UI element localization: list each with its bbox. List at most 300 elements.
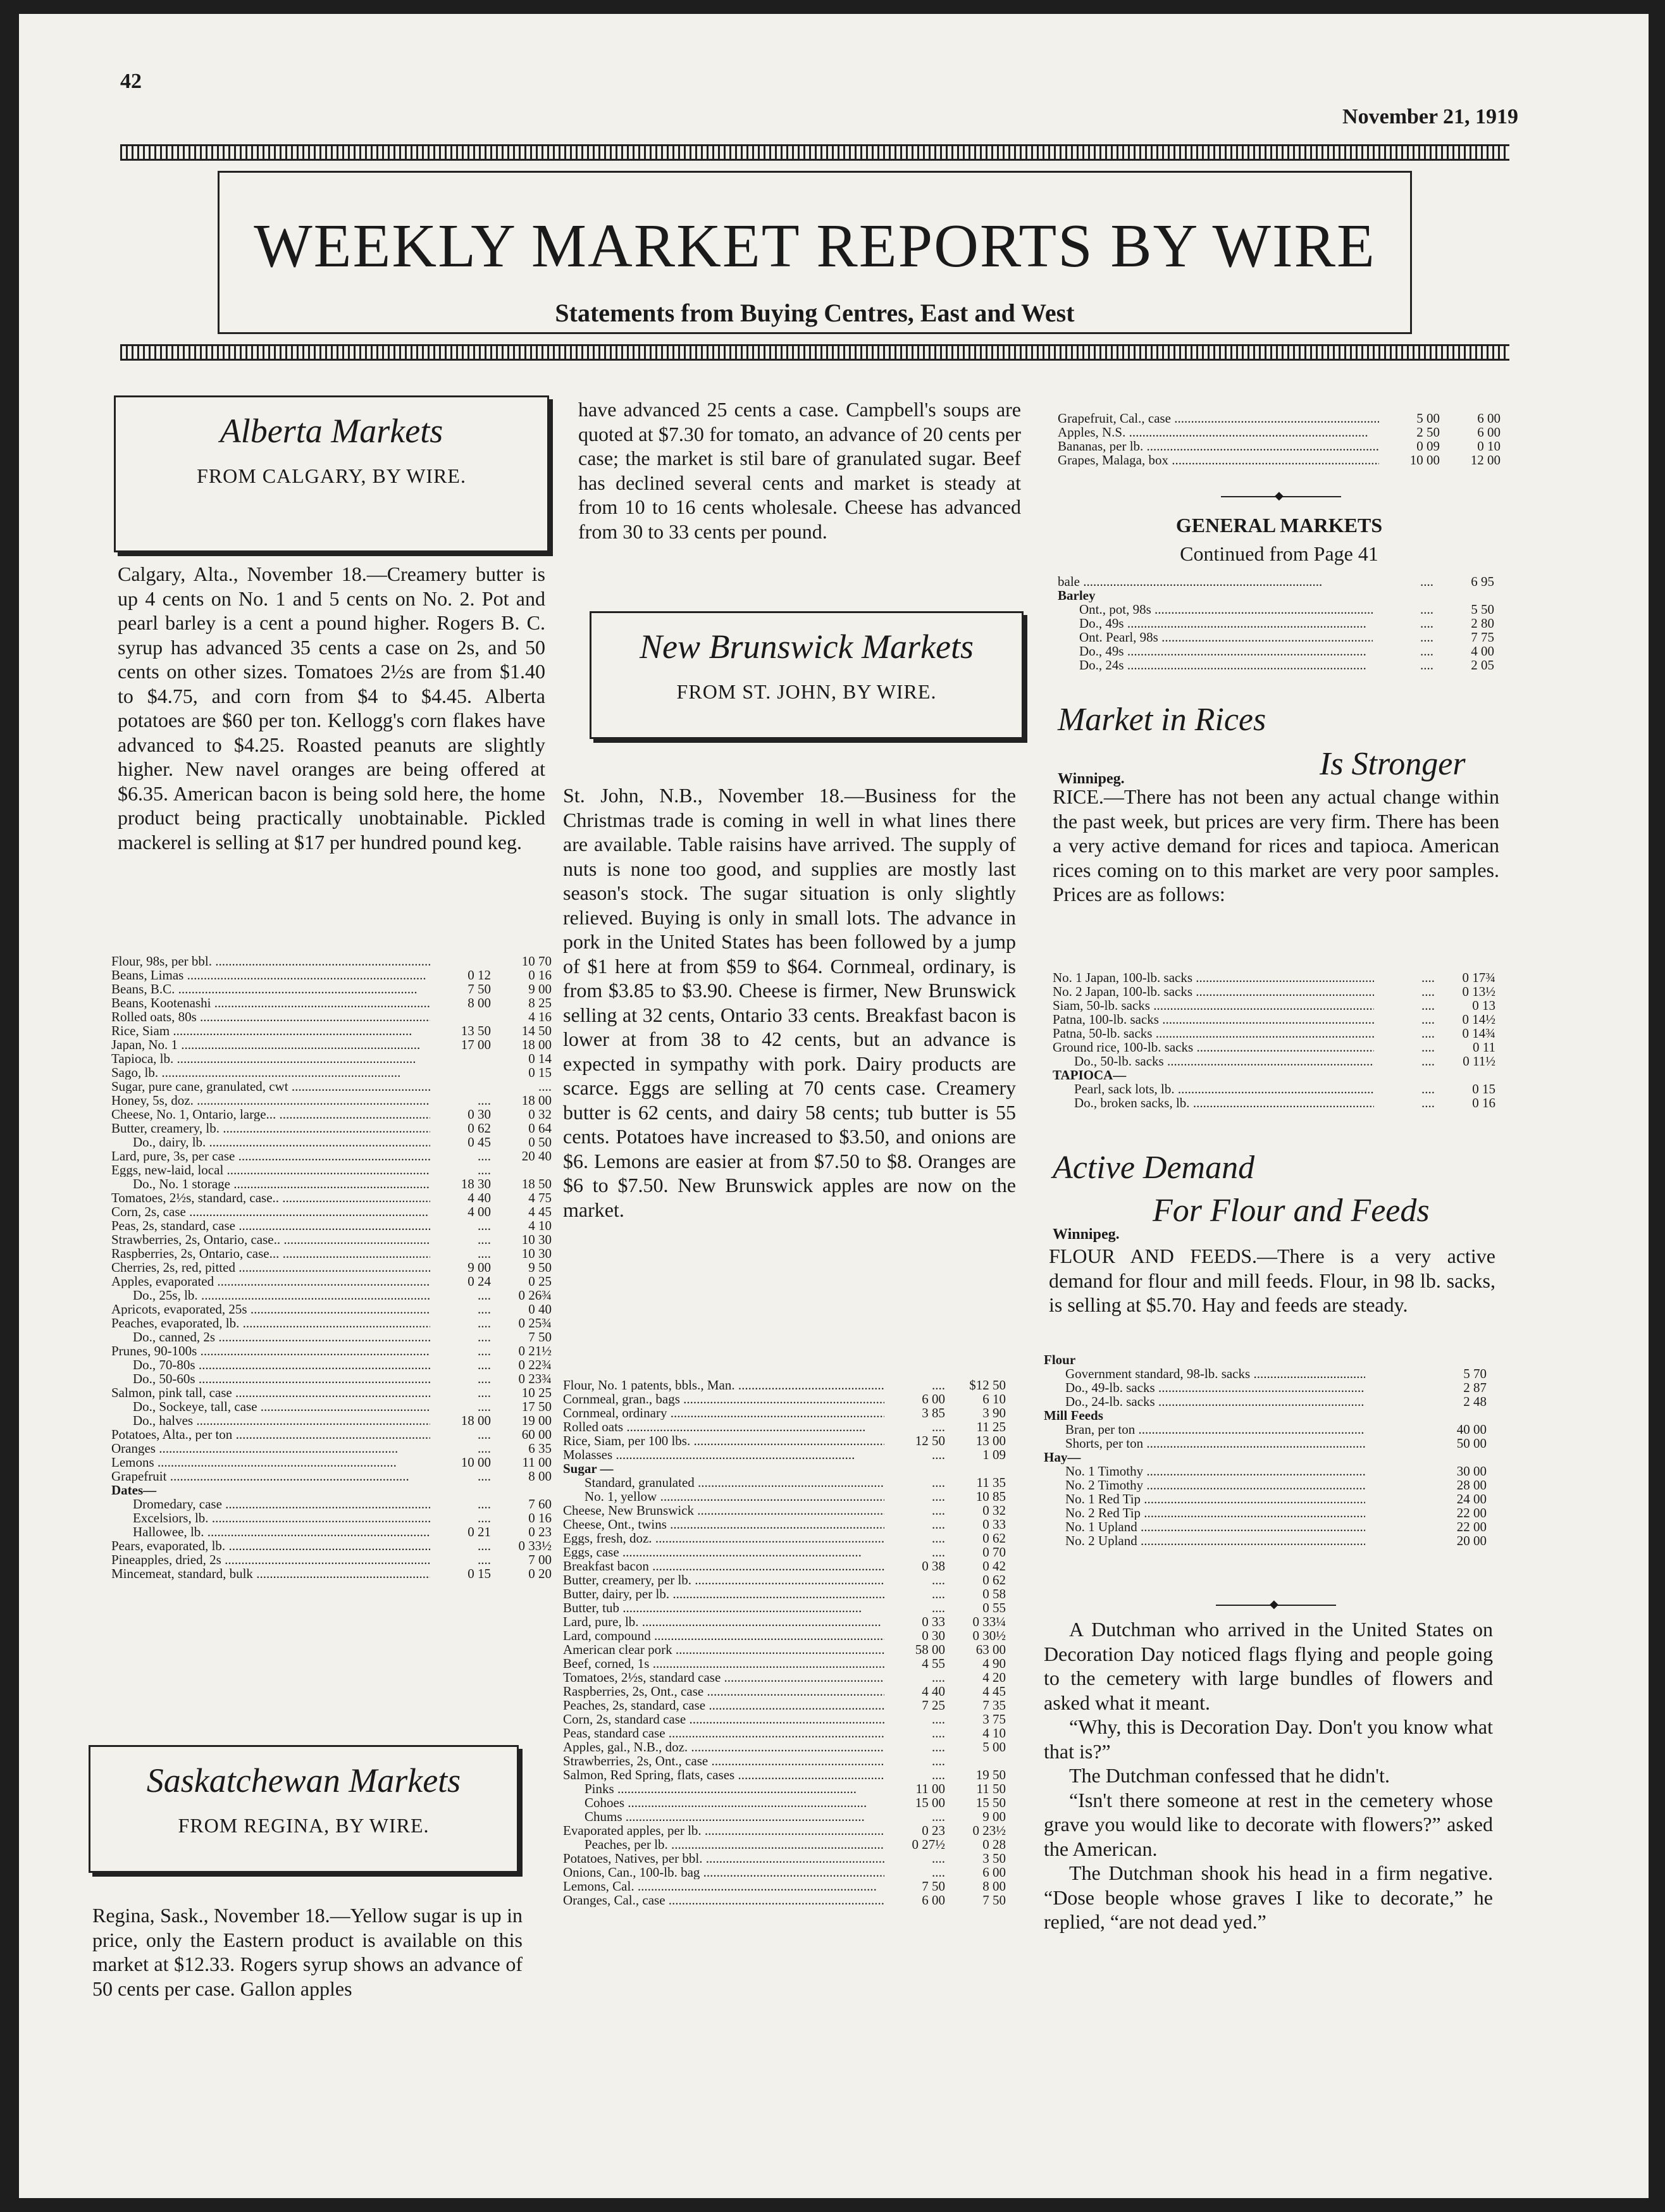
price-row bbox=[111, 1441, 552, 1455]
price-row bbox=[563, 1865, 1006, 1879]
price-high: 8 00 bbox=[982, 1879, 1006, 1893]
price-low: .... bbox=[478, 1497, 491, 1511]
general-markets-continued: Continued from Page 41 bbox=[1180, 542, 1378, 565]
price-low: .... bbox=[932, 1476, 945, 1489]
price-low: 0 45 bbox=[467, 1135, 491, 1149]
price-item: Cheese, New Brunswick ..... bbox=[563, 1503, 884, 1517]
price-high: 9 50 bbox=[528, 1260, 552, 1274]
price-item: Patna, 100-lb. sacks ..... bbox=[1053, 1012, 1374, 1026]
price-high: 0 28 bbox=[982, 1837, 1006, 1851]
price-row bbox=[111, 1191, 552, 1205]
price-high: 0 16 bbox=[528, 968, 552, 982]
anecdote-p1: A Dutchman who arrived in the United States on Decoration Day noticed flags flying and people going to the cemetery with large bundles of flowers and asked what it meant. bbox=[1044, 1618, 1493, 1714]
price-low: 12 50 bbox=[915, 1434, 945, 1448]
price-low: .... bbox=[1420, 575, 1433, 588]
price-high: 10 25 bbox=[521, 1386, 552, 1400]
price-item: Do., canned, 2s ..... bbox=[133, 1330, 430, 1344]
price-item: Cornmeal, gran., bags ..... bbox=[563, 1392, 884, 1406]
price-high: 18 00 bbox=[521, 1038, 552, 1052]
price-high bbox=[1426, 1353, 1487, 1367]
price-row bbox=[563, 1726, 1006, 1740]
price-item: Lard, compound ..... bbox=[563, 1629, 884, 1643]
price-low: 8 00 bbox=[467, 996, 491, 1010]
price-item: Ont., pot, 98s ..... bbox=[1079, 602, 1373, 616]
price-item: Salmon, Red Spring, flats, cases ..... bbox=[563, 1768, 884, 1782]
price-low bbox=[1365, 1492, 1426, 1506]
price-high: 0 23¾ bbox=[518, 1372, 552, 1386]
price-low: 0 30 bbox=[922, 1629, 945, 1643]
price-high: 20 40 bbox=[521, 1149, 552, 1163]
price-item: Peaches, 2s, standard, case ..... bbox=[563, 1698, 884, 1712]
price-low: 13 50 bbox=[461, 1024, 491, 1038]
price-low: .... bbox=[1421, 1054, 1435, 1068]
price-low: .... bbox=[932, 1740, 945, 1754]
price-row bbox=[563, 1406, 1006, 1420]
price-low: .... bbox=[932, 1573, 945, 1587]
price-low: .... bbox=[1420, 616, 1433, 630]
price-item: TAPIOCA— bbox=[1053, 1068, 1127, 1082]
rices-body: RICE.—There has not been any actual change within the past week, but prices are very firm. There has been a very active demand for rices and tapioca. American rices coming on to this market are very poor samples. Prices are as follows: bbox=[1053, 785, 1499, 905]
page-number: 42 bbox=[120, 70, 142, 93]
price-item: Excelsiors, lb. ..... bbox=[133, 1511, 430, 1525]
price-row bbox=[563, 1712, 1006, 1726]
price-row bbox=[111, 1483, 552, 1497]
price-item: bale ..... bbox=[1058, 575, 1373, 588]
price-item: Do., halves ..... bbox=[133, 1414, 430, 1427]
price-item: No. 1, yellow ..... bbox=[585, 1489, 884, 1503]
price-item: No. 1 Upland ..... bbox=[1065, 1520, 1365, 1534]
flour-price-table bbox=[1044, 1353, 1487, 1548]
price-item: Tomatoes, 2½s, standard case ..... bbox=[563, 1670, 884, 1684]
price-high: 0 15 bbox=[1472, 1082, 1495, 1096]
price-item: Prunes, 90-100s ..... bbox=[111, 1344, 430, 1358]
price-item: Potatoes, Natives, per bbl. ..... bbox=[563, 1851, 884, 1865]
price-high: 10 30 bbox=[521, 1246, 552, 1260]
price-row bbox=[111, 1177, 552, 1191]
price-row bbox=[1053, 985, 1495, 998]
saskatchewan-byline: FROM REGINA, BY WIRE. bbox=[178, 1814, 430, 1837]
price-item: Sago, lb. ..... bbox=[111, 1066, 430, 1079]
price-low: .... bbox=[478, 1344, 491, 1358]
price-high: .... bbox=[538, 1079, 552, 1093]
price-row bbox=[563, 1392, 1006, 1406]
price-row bbox=[563, 1670, 1006, 1684]
price-item: Do., 49-lb. sacks ..... bbox=[1065, 1381, 1365, 1395]
anecdote bbox=[1044, 1617, 1493, 1934]
price-item: No. 1 Japan, 100-lb. sacks ..... bbox=[1053, 971, 1374, 985]
price-low: 0 33 bbox=[922, 1615, 945, 1629]
price-row bbox=[111, 1400, 552, 1414]
price-high: 7 35 bbox=[982, 1698, 1006, 1712]
price-low: 0 27½ bbox=[912, 1837, 945, 1851]
price-row bbox=[563, 1573, 1006, 1587]
price-high: 5 70 bbox=[1463, 1367, 1487, 1381]
page-date: November 21, 1919 bbox=[1342, 105, 1518, 128]
price-item: Sugar, pure cane, granulated, cwt ..... bbox=[111, 1079, 430, 1093]
price-low: 4 00 bbox=[467, 1205, 491, 1219]
price-row bbox=[1053, 1026, 1495, 1040]
price-high: 0 13½ bbox=[1462, 985, 1495, 998]
price-row bbox=[1044, 1506, 1487, 1520]
price-row bbox=[1058, 411, 1501, 425]
price-row bbox=[1044, 1367, 1487, 1381]
price-row bbox=[111, 1511, 552, 1525]
price-item: Lard, pure, 3s, per case ..... bbox=[111, 1149, 430, 1163]
price-item: Bran, per ton ..... bbox=[1065, 1422, 1365, 1436]
new-brunswick-body: St. John, N.B., November 18.—Business for the Christmas trade is coming in well in what lines there are available. Table raisins have arrived. The supply of nuts is none too good, and supplies are mostly last season's stock. The sugar situation is only slightly relieved. Buying is only in small lots. The advance in pork in the United States has been followed by a jump of $1 here at from $59 to $64. Cornmeal, ordinary, is from $3.85 to $3.90. Cheese is firmer, New Brunswick selling at 32 cents, Ontario 33 cents. Breakfast bacon is lower at from 38 to 42 cents, but an advance is expected in sympathy with pork. Dairy products are scarce. Eggs are selling at 70 cents case. Creamery butter is 62 cents, and dairy 58 cents; tub butter is 55 cents. Potatoes have increased to $3.50, and onions are $6. Lemons are easier at from $7.50 to $8. Oranges are $6 to $7.50. New Brunswick apples are now on the market. bbox=[563, 784, 1016, 1221]
price-low: .... bbox=[932, 1865, 945, 1879]
price-item: Peas, standard case ..... bbox=[563, 1726, 884, 1740]
price-row bbox=[111, 1246, 552, 1260]
price-item: Onions, Can., 100-lb. bag ..... bbox=[563, 1865, 884, 1879]
price-low: .... bbox=[932, 1587, 945, 1601]
price-row bbox=[563, 1503, 1006, 1517]
price-item: Raspberries, 2s, Ontario, case... ..... bbox=[111, 1246, 430, 1260]
price-high bbox=[1426, 1450, 1487, 1464]
price-item: Bananas, per lb. ..... bbox=[1058, 439, 1379, 453]
price-high: 0 33¼ bbox=[972, 1615, 1006, 1629]
price-low bbox=[1365, 1520, 1426, 1534]
price-high: 10 85 bbox=[975, 1489, 1006, 1503]
masthead-rule-top bbox=[120, 144, 1509, 161]
price-row bbox=[563, 1851, 1006, 1865]
price-low: 18 00 bbox=[461, 1414, 491, 1427]
fruit-price-table bbox=[1058, 411, 1501, 467]
price-row bbox=[563, 1517, 1006, 1531]
new-brunswick-article bbox=[563, 783, 1016, 1222]
price-row bbox=[111, 982, 552, 996]
price-row bbox=[1044, 1381, 1487, 1395]
new-brunswick-byline: FROM ST. JOHN, BY WIRE. bbox=[676, 680, 937, 703]
price-low: 18 30 bbox=[461, 1177, 491, 1191]
price-row bbox=[563, 1879, 1006, 1893]
alberta-body: Calgary, Alta., November 18.—Creamery butter is up 4 cents on No. 1 and 5 cents on No. 2. Pot and pearl barley is a cent a pound higher. Rogers B. C. syrup has advanced 35 cents a case on 2s, and 50 cents on other sizes. Tomatoes 2½s are from $1.40 to $4.75, and corn from $4 to $4.45. Alberta potatoes are $60 per ton. Kellogg's corn flakes have advanced to $4.25. Roasted peanuts are slightly higher. New navel oranges are being offered at $6.35. American bacon is being sold here, the home product being practically unobtainable. Pickled mackerel is selling at $17 per hundred pound keg. bbox=[118, 562, 545, 854]
price-item: Butter, creamery, lb. ..... bbox=[111, 1121, 430, 1135]
price-row bbox=[563, 1434, 1006, 1448]
price-high: 50 00 bbox=[1456, 1436, 1487, 1450]
price-low: 0 62 bbox=[467, 1121, 491, 1135]
price-item: Siam, 50-lb. sacks ..... bbox=[1053, 998, 1374, 1012]
price-high: 11 35 bbox=[976, 1476, 1006, 1489]
price-row bbox=[111, 996, 552, 1010]
price-high: 0 11 bbox=[1473, 1040, 1495, 1054]
price-row bbox=[111, 1135, 552, 1149]
price-item: Apples, gal., N.B., doz. ..... bbox=[563, 1740, 884, 1754]
price-row bbox=[1053, 1082, 1495, 1096]
price-low bbox=[1365, 1353, 1426, 1367]
price-row bbox=[1044, 1353, 1487, 1367]
saskatchewan-article-continued bbox=[578, 397, 1021, 544]
price-item: Dromedary, case ..... bbox=[133, 1497, 430, 1511]
price-row bbox=[1053, 1096, 1495, 1110]
price-high: 9 00 bbox=[528, 982, 552, 996]
price-item: No. 1 Timothy ..... bbox=[1065, 1464, 1365, 1478]
saskatchewan-body: Regina, Sask., November 18.—Yellow sugar is up in price, only the Eastern product is available on this market at $12.33. Rogers syrup shows an advance of 50 cents per case. Gallon apples bbox=[92, 1904, 523, 2000]
price-item: No. 2 Upland ..... bbox=[1065, 1534, 1365, 1548]
price-high bbox=[1426, 1408, 1487, 1422]
price-row bbox=[1053, 998, 1495, 1012]
price-row bbox=[111, 1288, 552, 1302]
price-high: 0 21½ bbox=[518, 1344, 552, 1358]
flour-dateline: Winnipeg. bbox=[1053, 1226, 1120, 1243]
price-low: .... bbox=[1421, 971, 1435, 985]
price-high: 0 22¾ bbox=[518, 1358, 552, 1372]
price-row bbox=[111, 968, 552, 982]
price-high: 18 50 bbox=[521, 1177, 552, 1191]
price-row bbox=[1053, 1068, 1495, 1082]
price-low: .... bbox=[1421, 1082, 1435, 1096]
price-low: .... bbox=[932, 1517, 945, 1531]
price-low bbox=[1365, 1395, 1426, 1408]
price-row bbox=[1058, 616, 1494, 630]
price-low: 2 50 bbox=[1416, 425, 1440, 439]
price-item: Strawberries, 2s, Ontario, case.. ..... bbox=[111, 1233, 430, 1246]
price-row bbox=[111, 1302, 552, 1316]
new-brunswick-title: New Brunswick Markets bbox=[640, 628, 974, 666]
price-item: Tomatoes, 2½s, standard, case.. ..... bbox=[111, 1191, 430, 1205]
price-row bbox=[563, 1698, 1006, 1712]
price-row bbox=[563, 1489, 1006, 1503]
price-high bbox=[1433, 588, 1494, 602]
price-row bbox=[111, 1205, 552, 1219]
price-low: .... bbox=[1421, 1012, 1435, 1026]
price-high: 4 20 bbox=[982, 1670, 1006, 1684]
price-row bbox=[111, 1344, 552, 1358]
price-row bbox=[1058, 453, 1501, 467]
price-row bbox=[111, 1553, 552, 1567]
price-high: 0 50 bbox=[528, 1135, 552, 1149]
price-low: .... bbox=[1421, 985, 1435, 998]
price-row bbox=[1044, 1534, 1487, 1548]
price-high: 0 16 bbox=[528, 1511, 552, 1525]
price-item: Tapioca, lb. ..... bbox=[111, 1052, 430, 1066]
price-low: .... bbox=[478, 1219, 491, 1233]
price-row bbox=[563, 1545, 1006, 1559]
price-high: 7 50 bbox=[982, 1893, 1006, 1907]
price-high: 4 75 bbox=[528, 1191, 552, 1205]
price-high: 0 70 bbox=[982, 1545, 1006, 1559]
price-high: 4 45 bbox=[982, 1684, 1006, 1698]
price-high: 15 50 bbox=[975, 1796, 1006, 1810]
price-high: 11 00 bbox=[522, 1455, 552, 1469]
flour-title-line2: For Flour and Feeds bbox=[1153, 1193, 1430, 1229]
masthead-subtitle: Statements from Buying Centres, East and West bbox=[555, 299, 1075, 327]
new-brunswick-heading-box bbox=[590, 611, 1024, 739]
price-high: 0 40 bbox=[528, 1302, 552, 1316]
price-item: No. 1 Red Tip ..... bbox=[1065, 1492, 1365, 1506]
price-high bbox=[491, 1483, 552, 1497]
price-item: Cornmeal, ordinary ..... bbox=[563, 1406, 884, 1420]
price-row bbox=[111, 1414, 552, 1427]
price-high: 2 05 bbox=[1471, 658, 1494, 672]
price-low: .... bbox=[478, 1372, 491, 1386]
price-row bbox=[111, 1024, 552, 1038]
price-high: 0 30½ bbox=[972, 1629, 1006, 1643]
price-high: 1 09 bbox=[982, 1448, 1006, 1462]
price-high: 0 32 bbox=[528, 1107, 552, 1121]
price-item: Corn, 2s, standard case ..... bbox=[563, 1712, 884, 1726]
price-low bbox=[1365, 1408, 1426, 1422]
price-low: .... bbox=[478, 1316, 491, 1330]
price-item: Do., Sockeye, tall, case ..... bbox=[133, 1400, 430, 1414]
price-high: 0 11½ bbox=[1463, 1054, 1495, 1068]
price-high: 4 00 bbox=[1471, 644, 1494, 658]
price-low: .... bbox=[478, 1400, 491, 1414]
price-row bbox=[111, 1121, 552, 1135]
price-high: $12 50 bbox=[969, 1378, 1006, 1392]
price-high: 0 58 bbox=[982, 1587, 1006, 1601]
price-item: Cheese, No. 1, Ontario, large... ..... bbox=[111, 1107, 430, 1121]
price-high: 8 00 bbox=[528, 1469, 552, 1483]
price-row bbox=[563, 1629, 1006, 1643]
price-row bbox=[1044, 1395, 1487, 1408]
price-item: Eggs, fresh, doz. ..... bbox=[563, 1531, 884, 1545]
price-high: 0 13 bbox=[1472, 998, 1495, 1012]
price-row bbox=[563, 1656, 1006, 1670]
price-high: 3 75 bbox=[982, 1712, 1006, 1726]
price-row bbox=[563, 1782, 1006, 1796]
price-item: Hay— bbox=[1044, 1450, 1081, 1464]
price-low bbox=[430, 1483, 491, 1497]
price-low: 0 23 bbox=[922, 1824, 945, 1837]
price-high: 11 50 bbox=[976, 1782, 1006, 1796]
price-low: 5 00 bbox=[1416, 411, 1440, 425]
price-low: .... bbox=[932, 1726, 945, 1740]
anecdote-p3: The Dutchman confessed that he didn't. bbox=[1069, 1764, 1390, 1787]
price-item: Do., 49s ..... bbox=[1079, 616, 1373, 630]
price-item: No. 2 Red Tip ..... bbox=[1065, 1506, 1365, 1520]
price-high: 5 50 bbox=[1471, 602, 1494, 616]
price-row bbox=[563, 1754, 1006, 1768]
price-item: Standard, granulated ..... bbox=[585, 1476, 884, 1489]
price-high: 24 00 bbox=[1456, 1492, 1487, 1506]
price-item: Grapefruit ..... bbox=[111, 1469, 430, 1483]
price-low: 3 85 bbox=[922, 1406, 945, 1420]
rices-price-table bbox=[1053, 971, 1495, 1110]
price-low: 58 00 bbox=[915, 1643, 945, 1656]
price-item: Do., 50-60s ..... bbox=[133, 1372, 430, 1386]
price-row bbox=[111, 1455, 552, 1469]
price-item: Oranges, Cal., case ..... bbox=[563, 1893, 884, 1907]
price-high: 10 30 bbox=[521, 1233, 552, 1246]
price-low: .... bbox=[478, 1539, 491, 1553]
price-high: 0 14 bbox=[528, 1052, 552, 1066]
price-high: 4 16 bbox=[528, 1010, 552, 1024]
masthead bbox=[120, 161, 1509, 344]
price-item: Mill Feeds bbox=[1044, 1408, 1103, 1422]
price-low: .... bbox=[478, 1427, 491, 1441]
rices-title-line1: Market in Rices bbox=[1058, 702, 1266, 738]
general-markets-price-table bbox=[1058, 575, 1494, 672]
price-high: 0 16 bbox=[1472, 1096, 1495, 1110]
price-item: American clear pork ..... bbox=[563, 1643, 884, 1656]
price-high: 14 50 bbox=[521, 1024, 552, 1038]
price-high: 11 25 bbox=[976, 1420, 1006, 1434]
price-high: 6 00 bbox=[1477, 411, 1501, 425]
price-item: Lemons, Cal. ..... bbox=[563, 1879, 884, 1893]
price-item: Flour bbox=[1044, 1353, 1076, 1367]
price-low: 15 00 bbox=[915, 1796, 945, 1810]
price-item: Do., 49s ..... bbox=[1079, 644, 1373, 658]
price-item: Cohoes ..... bbox=[585, 1796, 884, 1810]
price-low bbox=[1365, 1436, 1426, 1450]
price-item: Lard, pure, lb. ..... bbox=[563, 1615, 884, 1629]
price-row bbox=[111, 1567, 552, 1581]
price-item: Raspberries, 2s, Ont., case ..... bbox=[563, 1684, 884, 1698]
price-item: Sugar — bbox=[563, 1462, 614, 1476]
price-item: Honey, 5s, doz. ..... bbox=[111, 1093, 430, 1107]
price-high: 9 00 bbox=[982, 1810, 1006, 1824]
price-row bbox=[111, 1219, 552, 1233]
new-brunswick-price-table bbox=[563, 1378, 1006, 1907]
price-row bbox=[563, 1531, 1006, 1545]
price-low: .... bbox=[478, 1246, 491, 1260]
price-row bbox=[111, 1149, 552, 1163]
price-low: .... bbox=[478, 1386, 491, 1400]
price-item: Hallowee, lb. ..... bbox=[133, 1525, 430, 1539]
price-item: Apricots, evaporated, 25s ..... bbox=[111, 1302, 430, 1316]
price-low: 0 21 bbox=[467, 1525, 491, 1539]
price-low: .... bbox=[932, 1670, 945, 1684]
price-high: 6 00 bbox=[982, 1865, 1006, 1879]
price-high: 0 10 bbox=[1477, 439, 1501, 453]
price-item: Beans, Kootenashi ..... bbox=[111, 996, 430, 1010]
price-high: 17 50 bbox=[521, 1400, 552, 1414]
price-high: 0 25¾ bbox=[518, 1316, 552, 1330]
price-row bbox=[1058, 425, 1501, 439]
alberta-price-table bbox=[111, 954, 552, 1581]
price-low bbox=[1365, 1450, 1426, 1464]
price-low: .... bbox=[478, 1163, 491, 1177]
price-item: Peaches, per lb. ..... bbox=[585, 1837, 884, 1851]
price-row bbox=[111, 1358, 552, 1372]
price-low: .... bbox=[1420, 658, 1433, 672]
price-low: .... bbox=[932, 1810, 945, 1824]
price-low: .... bbox=[1420, 630, 1433, 644]
price-row bbox=[563, 1824, 1006, 1837]
price-item: Rolled oats ..... bbox=[563, 1420, 884, 1434]
price-row bbox=[563, 1893, 1006, 1907]
price-item: Pineapples, dried, 2s ..... bbox=[111, 1553, 430, 1567]
flour-title-line1: Active Demand bbox=[1053, 1150, 1255, 1186]
price-item: Shorts, per ton ..... bbox=[1065, 1436, 1365, 1450]
price-low: .... bbox=[478, 1233, 491, 1246]
price-high: 0 23 bbox=[528, 1525, 552, 1539]
price-row bbox=[563, 1559, 1006, 1573]
alberta-heading-box bbox=[114, 395, 549, 552]
price-item: Rice, Siam ..... bbox=[111, 1024, 430, 1038]
price-row bbox=[1044, 1492, 1487, 1506]
price-item: Japan, No. 1 ..... bbox=[111, 1038, 430, 1052]
price-row bbox=[111, 1330, 552, 1344]
saskatchewan-body-continued: have advanced 25 cents a case. Campbell's soups are quoted at $7.30 for tomato, an advance of 20 cents per case; the market is stil bare of granulated sugar. Beef has declined several cents and market is steady at from 10 to 16 cents wholesale. Cheese has advanced from 30 to 33 cents per pound. bbox=[578, 398, 1021, 543]
price-row bbox=[1044, 1450, 1487, 1464]
alberta-article bbox=[118, 562, 545, 854]
price-item: Eggs, case ..... bbox=[563, 1545, 884, 1559]
rices-dateline: Winnipeg. bbox=[1058, 771, 1125, 787]
price-low: 17 00 bbox=[461, 1038, 491, 1052]
price-low bbox=[1365, 1506, 1426, 1520]
alberta-byline: FROM CALGARY, BY WIRE. bbox=[197, 464, 466, 487]
price-item: Do., No. 1 storage ..... bbox=[133, 1177, 430, 1191]
price-low: .... bbox=[932, 1712, 945, 1726]
price-row bbox=[111, 1427, 552, 1441]
price-item: Do., dairy, lb. ..... bbox=[133, 1135, 430, 1149]
price-low: 0 12 bbox=[467, 968, 491, 982]
price-row bbox=[1058, 575, 1494, 588]
price-high: 0 62 bbox=[982, 1573, 1006, 1587]
price-low: .... bbox=[478, 1358, 491, 1372]
